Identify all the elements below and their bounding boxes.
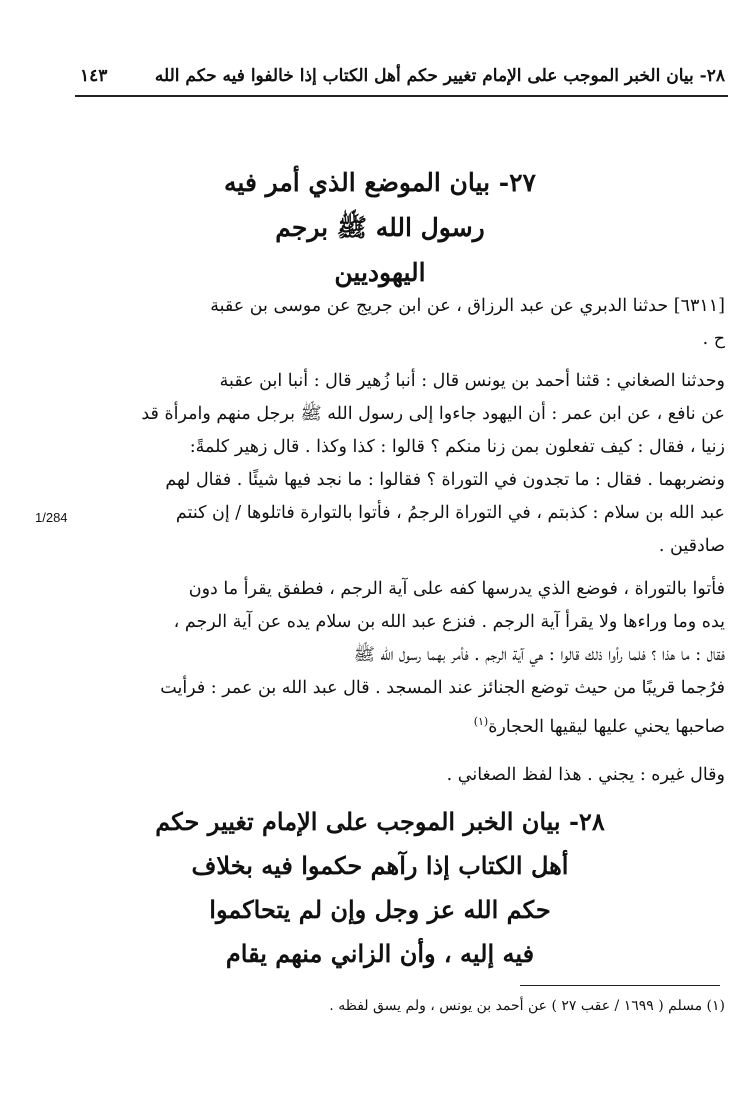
- running-title: ٢٨- بيان الخبر الموجب على الإمام تغيير حكم أهل الكتاب إذا خالفوا فيه حكم الله: [154, 66, 725, 86]
- section-27-title-line: اليهوديين: [334, 258, 426, 287]
- text-line: فأتوا بالتوراة ، فوضع الذي يدرسها كفه على آية الرجم ، فطفق يقرأ ما دون: [188, 579, 725, 599]
- hadith-continuation-paragraph: [85, 573, 725, 744]
- section-28-heading: [120, 800, 640, 976]
- text-line: عبد الله بن سلام : كذبتم ، في التوراة الرجمُ ، فأتوا بالتوارة فاتلوها / إن كنتم: [175, 503, 725, 523]
- section-27-title-line: رسول الله ﷺ برجم: [275, 213, 485, 242]
- text-line: صادقين .: [658, 536, 725, 556]
- section-28-title-line: حكم الله عز وجل وإن لم يتحاكموا: [209, 895, 551, 924]
- text-fragment: صاحبها يحني عليها ليقيها الحجارة: [488, 716, 725, 737]
- text-line: وحدثنا الصغاني : قثنا أحمد بن يونس قال : أنبا زُهير قال : أنبا ابن عقبة: [219, 371, 725, 391]
- variant-note-paragraph: [85, 759, 725, 792]
- hadith-isnad-paragraph: [85, 290, 725, 356]
- text-line: ح .: [702, 329, 725, 349]
- text-line: ونضربهما . فقال : ما تجدون في التوراة ؟ فقالوا : ما نجد فيها شيئًا . فقال لهم: [165, 470, 725, 490]
- text-line: عن نافع ، عن ابن عمر : أن اليهود جاءوا إلى رسول الله ﷺ برجل منهم وامرأة قد: [141, 404, 725, 424]
- text-line: فقال : ما هذا ؟ فلما رأوا ذلك قالوا : هي آية الرجم . فأمر بهما رسول الله ﷺ: [353, 645, 725, 665]
- section-27-title-line: ٢٧- بيان الموضع الذي أمر فيه: [224, 168, 536, 197]
- text-line: [85, 705, 725, 744]
- hadith-matn-paragraph: [85, 365, 725, 563]
- section-27-heading: [120, 160, 640, 295]
- section-28-title-line: فيه إليه ، وأن الزاني منهم يقام: [225, 939, 535, 968]
- section-28-title-line: ٢٨- بيان الخبر الموجب على الإمام تغيير حكم: [155, 807, 605, 836]
- text-line: يده وما وراءها ولا يقرأ آية الرجم . فنزع عبد الله بن سلام يده عن آية الرجم ،: [173, 612, 725, 632]
- text-line: فرُجما قريبًا من حيث توضع الجنائز عند المسجد . قال عبد الله بن عمر : فرأيت: [160, 678, 725, 698]
- footnote: (١) مسلم ( ١٦٩٩ / عقب ٢٧ ) عن أحمد بن يونس ، ولم يسق لفظه .: [329, 998, 725, 1014]
- header-rule: [75, 95, 728, 97]
- margin-reference: 1/284: [35, 510, 68, 525]
- footnote-ref[interactable]: (١): [473, 715, 489, 728]
- text-line: [٦٣١١] حدثنا الدبري عن عبد الرزاق ، عن ابن جريج عن موسى بن عقبة: [210, 296, 725, 316]
- text-line: وقال غيره : يجني . هذا لفظ الصغاني .: [446, 765, 725, 785]
- page-number: ١٤٣: [80, 66, 108, 86]
- section-28-title-line: أهل الكتاب إذا رآهم حكموا فيه بخلاف: [191, 851, 569, 880]
- text-line: زنيا ، فقال : كيف تفعلون بمن زنا منكم ؟ قالوا : كذا وكذا . قال زهير كلمةً:: [189, 437, 725, 457]
- footnote-rule: [520, 985, 720, 986]
- page-header: [80, 62, 725, 90]
